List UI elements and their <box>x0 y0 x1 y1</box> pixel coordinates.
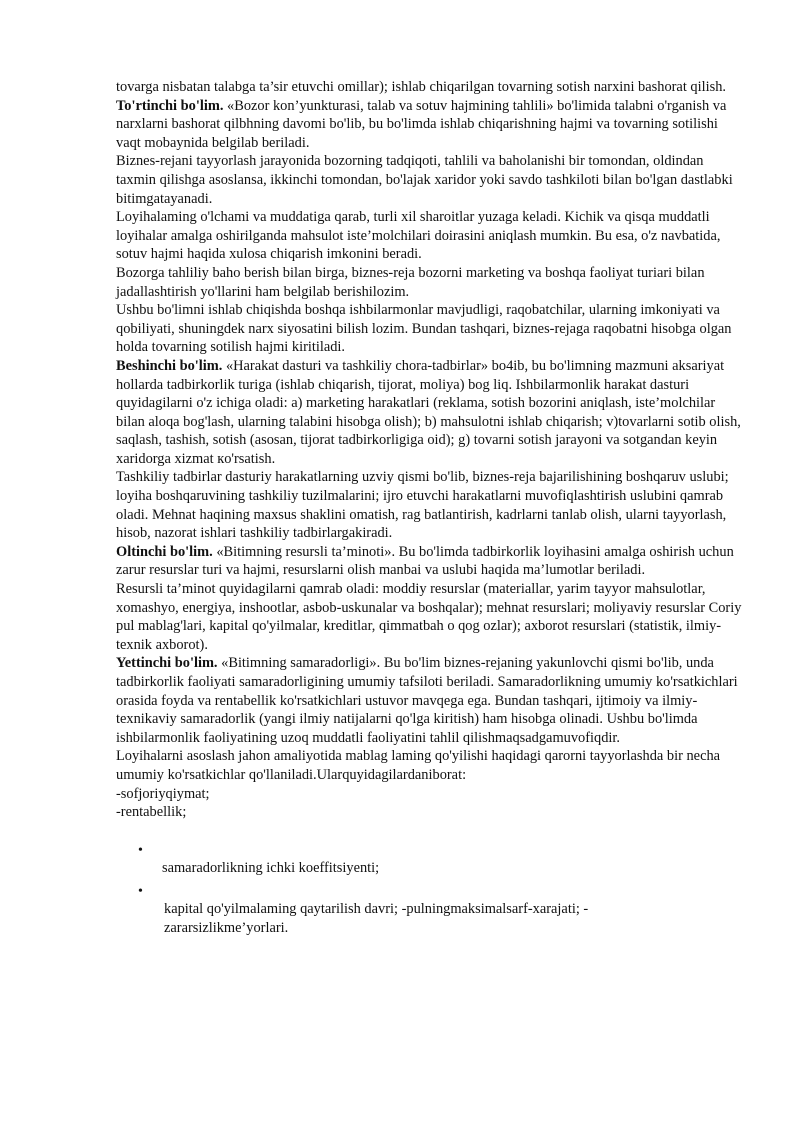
section-heading-seven: Yettinchi bo'lim. <box>116 655 218 672</box>
paragraph-text: -rentabellik; <box>116 804 187 821</box>
paragraph-competition <box>116 301 743 357</box>
paragraph-text: -sofjoriyqiymat; <box>116 785 210 802</box>
section-heading-five: Beshinchi bo'lim. <box>116 357 223 374</box>
paragraph-continuation <box>116 78 743 97</box>
document-body <box>116 78 743 938</box>
indicator-line <box>116 803 743 822</box>
bullet-icon: • <box>138 842 143 858</box>
paragraph-organizational-measures <box>116 468 743 542</box>
document-page <box>116 78 743 948</box>
paragraph-text: Ushbu bo'limni ishlab chiqishda boshqa ishbilarmonlar mavjudligi, raqobatchilar, ularning imkoniyati va qobiliyati, shuningdek narx siyosatini bilish lozim. Bundan tashqari, biznes-rejaga raqobatni hisobga olgan holda tovarning sotilish hajmi kiritiladi. <box>116 302 732 356</box>
paragraph-text: «Harakat dasturi va tashkiliy chora-tadbirlar» bo4ib, bu bo'limning mazmuni aksariyat hollarda tadbirkorlik turiga (ishlab chiqarish, tijorat, moliya) bog liq. Ishbilarmonlik harakat dasturi quyidagilarni o'z ichiga oladi: a) marketing harakatlari (reklama, sotish bozorini aniqlash, iste’molchilar bilan aloqa bog'lash, ularning talabini hisobga olish); b) mahsulotni ishlab chiqarish; v)tovarlarni sotib olish, saqlash, tashish, sotish (asosan, tijorat tadbirkorligiga oid); g) tovarni sotish jarayoni va sotgandan keyin xaridorga xizmat кo'rsatish. <box>116 357 741 467</box>
paragraph-market-assessment <box>116 264 743 301</box>
bullet-icon: • <box>138 884 143 900</box>
indicator-bullet-list <box>116 842 743 938</box>
paragraph-text: Biznes-rejani tayyorlash jarayonida bozorning tadqiqoti, tahlili va baholanishi bir tomondan, oldindan taxmin qilishga asoslansa, ikkinchi tomondan, bo'lajak xaridor yoki savdo tashkiloti bilan bo'lgan dastlabki bitimgatayanadi. <box>116 153 733 207</box>
paragraph-section-four <box>116 97 743 153</box>
paragraph-text: Tashkiliy tadbirlar dasturiy harakatlarning uzviy qismi bo'lib, biznes-reja bajarilishining boshqaruv uslubi; loyiha boshqaruvining tashkiliy tuzilmalarini; ijro etuvchi harakatlarni muvofiqlashtirish uslubini qamrab oladi. Mehnat haqining maxsus shaklini omatish, rag batlantirish, kadrlarni tanlab olish, ularni tayyorlash, hisob, nazorat ishlari tashkiliy tadbirlargakiradi. <box>116 469 729 542</box>
paragraph-text: tovarga nisbatan talabga ta’sir etuvchi omillar); ishlab chiqarilgan tovarning sotish narxini bashorat qilish. <box>116 79 726 95</box>
paragraph-text: Bozorga tahliliy baho berish bilan birga, biznes-reja bozorni marketing va boshqa faoliyat turiari bilan jadallashtirish yo'llarini ham belgilab berishilozim. <box>116 264 705 300</box>
paragraph-project-size <box>116 208 743 264</box>
paragraph-indicators-intro <box>116 747 743 784</box>
indicator-line <box>116 785 743 804</box>
paragraph-market-research <box>116 152 743 208</box>
paragraph-text: Loyihalaming o'lchami va muddatiga qarab, turli xil sharoitlar yuzaga keladi. Kichik va qisqa muddatli loyihalar amalga oshirilganda mahsulot iste’molchilari doirasini aniqlash mumkin. Bu esa, o'z navbatida, sotuv hajmi haqida xulosa chiqarish imkonini beradi. <box>116 209 721 263</box>
paragraph-section-five <box>116 357 743 469</box>
paragraph-section-six <box>116 543 743 580</box>
paragraph-text: «Bitimning resursli ta’minoti». Bu bo'limda tadbirkorlik loyihasini amalga oshirish uchun zarur resurslar turi va hajmi, resurslarni olish manbai va uslubi haqida ma’lumotlar beriladi. <box>116 543 734 579</box>
paragraph-section-seven <box>116 654 743 747</box>
paragraph-resource-support <box>116 580 743 654</box>
list-item-text: kapital qo'yilmalaming qaytarilish davri; -pulningmaksimalsarf-xarajati; -zararsizlikme’yorlari. <box>164 901 589 936</box>
list-item <box>116 842 743 878</box>
paragraph-text: «Bitimning samaradorligi». Bu bo'lim biznes-rejaning yakunlovchi qismi bo'lib, unda tadbirkorlik faoliyati samaradorligining umumiy tafsiloti beriladi. Samaradorlikning umumiy ko'rsatkichlari orasida foyda va rentabellik ko'rsatkichlari ustuvor mavqega ega. Bundan tashqari, ijtimoiy va ilmiy-texnikaviy samaradorlik (yangi ilmiy natijalarni qo'lga kiritish) ham hisobga olinadi. Ushbu bo'limda ishbilarmonlik faoliyatining uzoq muddatli faoliyatini tahlil qilishmaqsadgamuvofiqdir. <box>116 655 738 746</box>
paragraph-text: «Bozor kon’yunkturasi, talab va sotuv hajmining tahlili» bo'limida talabni o'rganish va narxlarni bashorat qilbhning davomi bo'lib, bu bo'limda ishlab chiqarishning hajmi va tovarning sotilishi vaqt mobaynida belgilab beriladi. <box>116 97 727 151</box>
paragraph-text: Loyihalarni asoslash jahon amaliyotida mablag laming qo'yilishi haqidagi qarorni tayyorlashda bir necha umumiy ko'rsatkichlar qo'llaniladi.Ularquyidagilardaniborat: <box>116 748 721 783</box>
paragraph-text: Resursli ta’minot quyidagilarni qamrab oladi: moddiy resurslar (materiallar, yarim tayyor mahsulotlar, xomashyo, energiya, inshootlar, asbob-uskunalar va boshqalar); mehnat resurslari; moliyaviy resurslar Coriy pul mablag'lari, kapital qo'yilmalar, kreditlar, qimmatbah o qog ozlar); axborot resurslari (statistik, ilmiy-texnik axborot). <box>116 581 742 653</box>
list-item <box>116 884 743 937</box>
list-item-text: samaradorlikning ichki koeffitsiyenti; <box>162 859 380 876</box>
section-heading-six: Oltinchi bo'lim. <box>116 543 213 560</box>
section-heading-four: To'rtinchi bo'lim. <box>116 97 224 114</box>
